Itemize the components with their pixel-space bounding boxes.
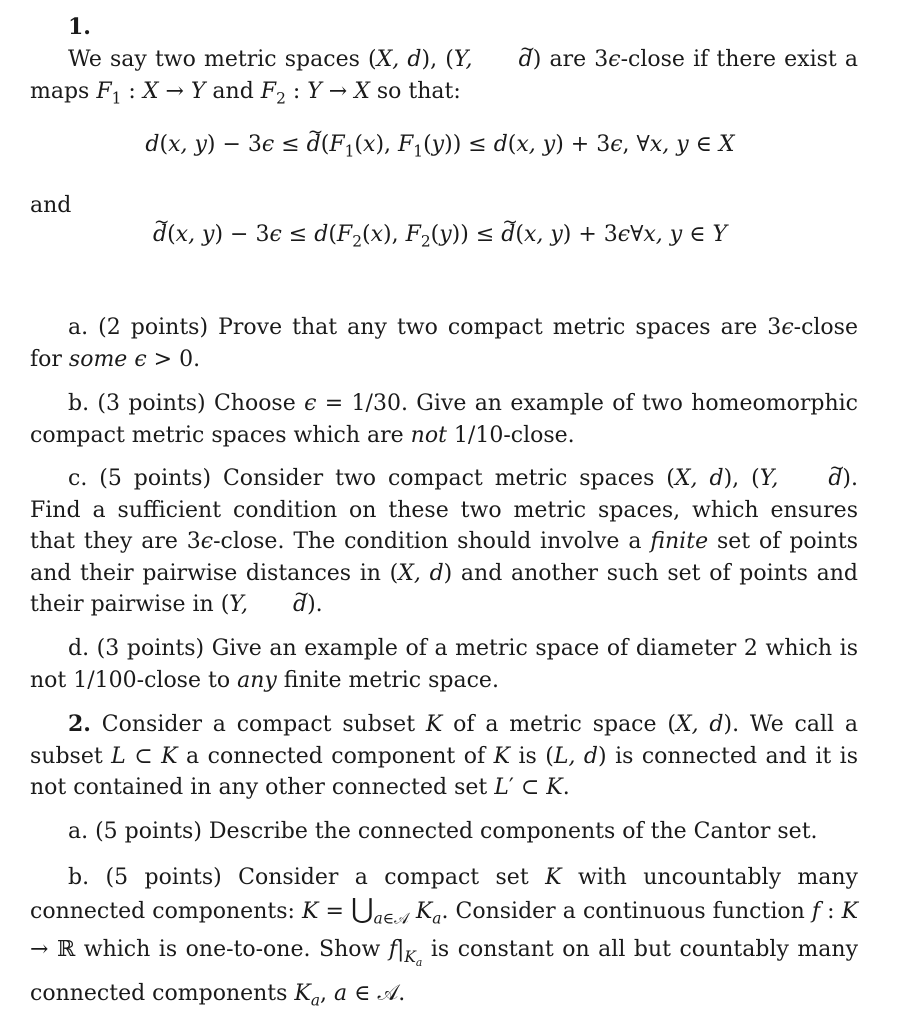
problem-1-part-d: d. (3 points) Give an example of a metric space of diameter 2 which is not 1/100-close to any finite metric space. bbox=[30, 636, 858, 693]
problem-1-part-c: c. (5 points) Consider two compact metric spaces (X, d), (Y, ~ d). Find a sufficient condition on these two metric spaces, which ensures that they are 3ϵ-close. The condition should involve a finite set of points and their pairwise distances in (X, d) and another such set of points and their pairwise in (Y, ~ d). bbox=[30, 463, 858, 621]
problem-2-number: 2. bbox=[68, 711, 91, 737]
problem-1-part-a: a. (2 points) Prove that any two compact metric spaces are 3ϵ-close for some ϵ > 0. bbox=[30, 315, 858, 372]
equation-2: ~ d(x, $y) - 3\epsilon \le d(F_2(x)$, $F_2(y)$) ≤ ~ d(x, y) + 3ϵ∀x, y ∈ Y bbox=[0, 222, 880, 250]
problem-1-part-b: b. (3 points) Choose ϵ = 1/30. Give an example of two homeomorphic compact metric spaces which are not 1/10-close. bbox=[30, 391, 858, 448]
problem-1-statement: We say two metric spaces (X, d), (Y, ~ d) are 3ϵ-close if there exist a maps $F_1$ : X → Y and $F_2$ : Y → X so that: bbox=[30, 44, 858, 114]
equation-1: d(x, y) − 3ϵ ≤ ~ $d(F_1(x)$, $F_1(y)) \le d(x$, y) + 3ϵ, ∀x, y ∈ X bbox=[0, 132, 880, 160]
problem-1-number: 1. bbox=[68, 14, 91, 40]
problem-2-part-a: a. (5 points) Describe the connected components of the Cantor set. bbox=[68, 819, 818, 844]
problem-2-statement: 2. Consider a compact subset K of a metric space (X, d). We call a subset L ⊂ K a connected component of K is (L, d) is connected and it is not contained in any other connected set L′ ⊂ K. bbox=[30, 711, 859, 800]
problem-2-part-b: b. (5 points) Consider a compact set K with uncountably many connected components: $K = ⋃_{a\in 𝒜}$ $K_a$. Consider a continuous function f : K → ℝ which is one-to-one. Show $f|_{K_a}$ is constant on all but countably many connected components $K_a$, a ∈ 𝒜. bbox=[30, 865, 859, 1010]
and-word: and bbox=[30, 193, 72, 218]
